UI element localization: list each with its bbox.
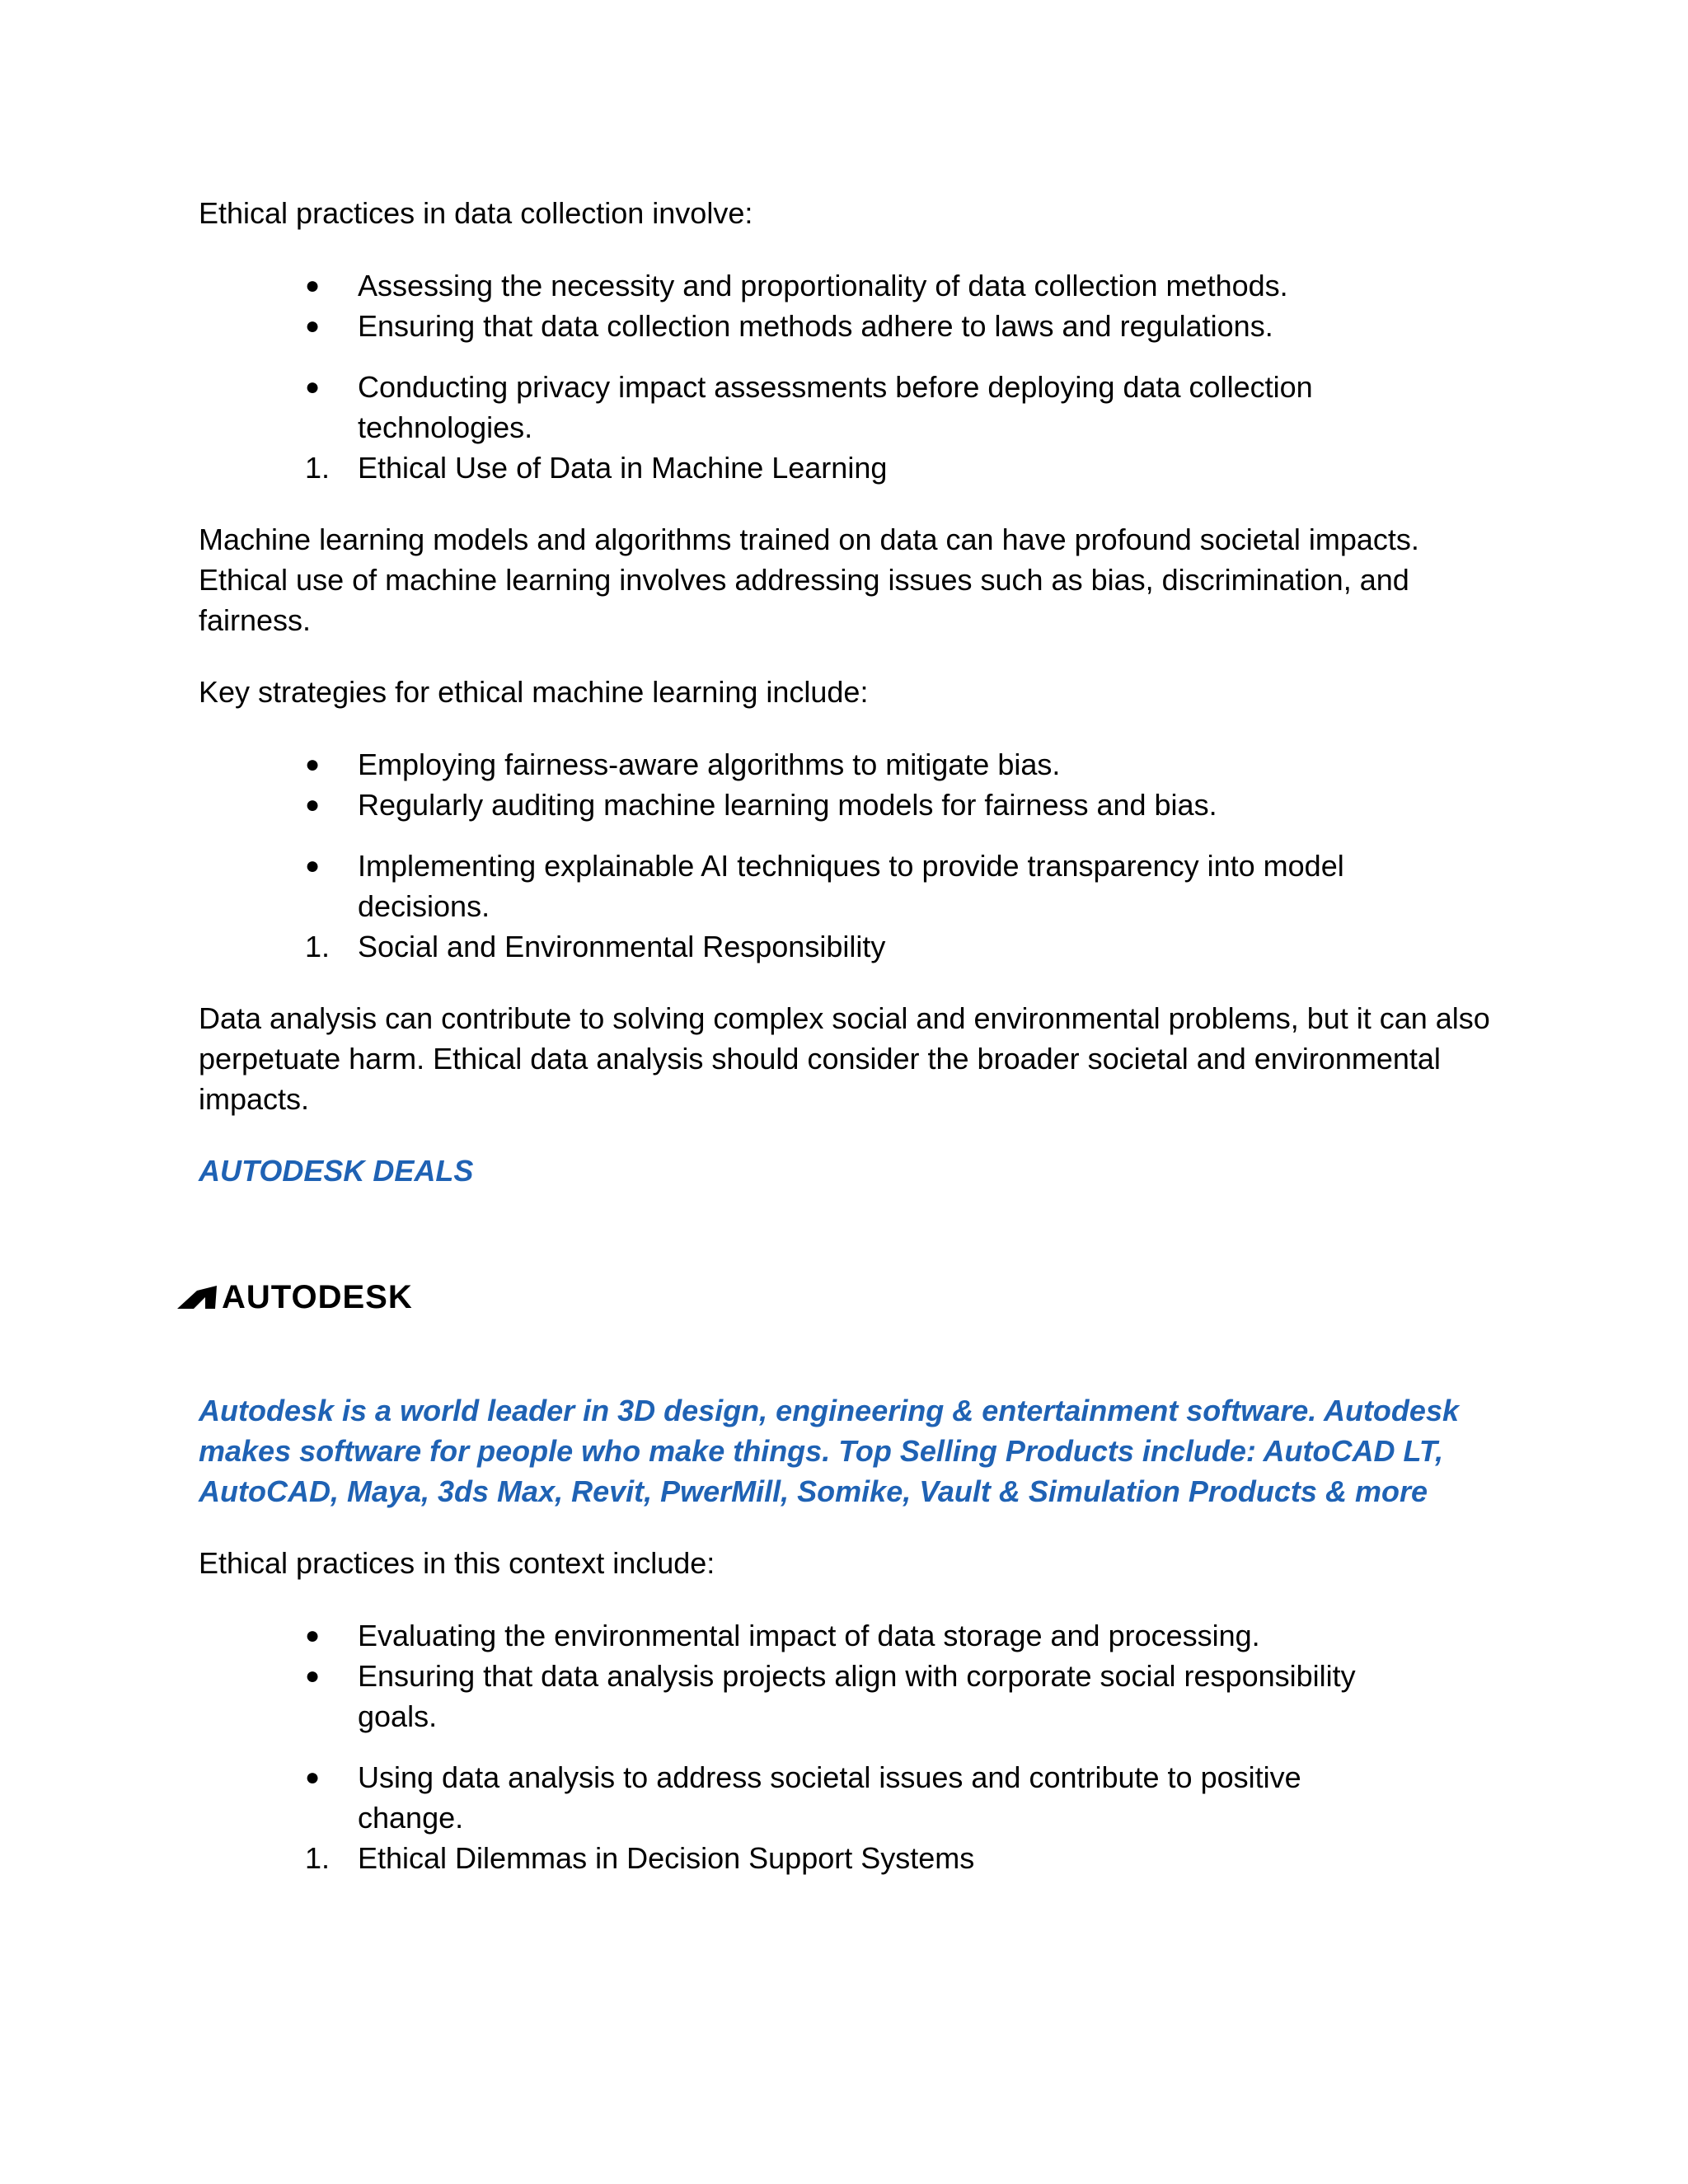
autodesk-logo <box>176 1276 439 1319</box>
list-item-text: Using data analysis to address societal issues and contribute to positive change. <box>358 1760 1301 1835</box>
bullet-marker: ● <box>305 751 321 778</box>
section4-intro: Ethical practices in this context include: <box>199 1546 715 1580</box>
list-item-text: Employing fairness-aware algorithms to mitigate bias. <box>358 748 1061 781</box>
autodesk-logo-icon <box>176 1276 218 1319</box>
section2-intro: Key strategies for ethical machine learning include: <box>199 675 869 709</box>
list-item-text: Conducting privacy impact assessments before deploying data collection technologies. <box>358 370 1313 444</box>
bullet-marker: ● <box>305 373 321 401</box>
numbered-heading-text: Ethical Dilemmas in Decision Support Systems <box>358 1841 975 1875</box>
list-item-text: Ensuring that data analysis projects align with corporate social responsibility goals. <box>358 1659 1356 1733</box>
list-item-text: Regularly auditing machine learning models for fairness and bias. <box>358 788 1217 822</box>
section3-paragraph: Data analysis can contribute to solving complex social and environmental problems, but it can also perpetuate harm. Ethical data analysis should consider the broader societal and environmental impacts. <box>199 1001 1490 1116</box>
section2-paragraph: Machine learning models and algorithms trained on data can have profound societal impacts. Ethical use of machine learning involves addressing issues such as bias, discrimination, and fairness. <box>199 523 1419 637</box>
list-number: 1. <box>305 1841 331 1875</box>
bullet-marker: ● <box>305 312 321 340</box>
bullet-marker: ● <box>305 791 321 818</box>
bullet-marker: ● <box>305 272 321 299</box>
bullet-marker: ● <box>305 1662 321 1690</box>
bullet-marker: ● <box>305 1622 321 1649</box>
numbered-heading-text: Social and Environmental Responsibility <box>358 930 886 963</box>
list-item-text: Assessing the necessity and proportionality of data collection methods. <box>358 269 1288 302</box>
autodesk-logo-text: AUTODESK <box>222 1279 413 1315</box>
list-item-text: Evaluating the environmental impact of data storage and processing. <box>358 1619 1260 1652</box>
autodesk-description-link[interactable]: Autodesk is a world leader in 3D design, engineering & entertainment software. Autodesk makes software for people who make things. Top Selling Products include: AutoCAD LT, AutoCAD, Maya, 3ds Max, Revit, PwerMill, Somike, Vault & Simulation Products & more <box>199 1394 1459 1508</box>
list-item-text: Ensuring that data collection methods adhere to laws and regulations. <box>358 309 1273 343</box>
numbered-heading-text: Ethical Use of Data in Machine Learning <box>358 451 888 485</box>
section1-intro: Ethical practices in data collection involve: <box>199 196 753 230</box>
list-number: 1. <box>305 451 331 485</box>
autodesk-deals-link[interactable]: AUTODESK DEALS <box>199 1154 474 1188</box>
list-number: 1. <box>305 930 331 963</box>
bullet-marker: ● <box>305 852 321 879</box>
bullet-marker: ● <box>305 1764 321 1791</box>
list-item-text: Implementing explainable AI techniques to provide transparency into model decisions. <box>358 849 1344 923</box>
